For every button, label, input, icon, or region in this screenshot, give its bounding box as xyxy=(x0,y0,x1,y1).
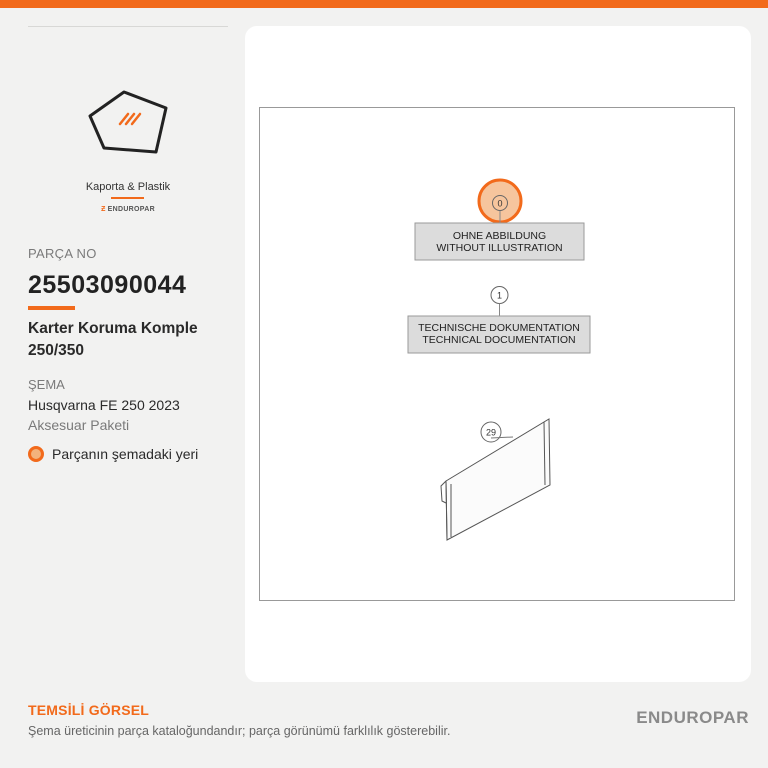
callout-line-1-b: TECHNICAL DOCUMENTATION xyxy=(422,334,576,346)
brand-mini-logo xyxy=(28,206,228,213)
callout-line-0-b: WITHOUT ILLUSTRATION xyxy=(436,242,563,254)
callout-line-0-a: OHNE ABBILDUNG xyxy=(452,230,547,242)
legend-label: Parçanın şemadaki yeri xyxy=(52,446,199,462)
callout-line-1-a: TECHNISCHE DOKUMENTATION xyxy=(418,322,580,334)
part-name: Karter Koruma Komple 250/350 xyxy=(28,320,198,359)
callout-number-0: 0 xyxy=(497,198,503,209)
schema-model: Husqvarna FE 250 2023 xyxy=(28,397,180,413)
part-number-underline xyxy=(28,306,75,310)
footer-brand-logo: ENDUROPAR xyxy=(636,708,749,727)
callout-number-1: 1 xyxy=(496,290,503,301)
category-underline xyxy=(111,197,144,199)
part-number: 25503090044 xyxy=(28,271,187,299)
callout-number-29: 29 xyxy=(485,427,497,438)
brand-mini-text: ENDUROPAR xyxy=(107,206,155,213)
brand-z-icon: Ƶ xyxy=(101,206,106,213)
footer-note: Şema üreticinin parça kataloğundandır; parça görünümü farklılık gösterebilir. xyxy=(28,724,451,738)
parts-diagram xyxy=(259,107,735,601)
diagram-panel xyxy=(245,26,751,682)
category-logo-block xyxy=(28,78,228,228)
body-panel-icon xyxy=(86,88,170,160)
category-label: Kaporta & Plastik xyxy=(85,181,171,193)
diagram-canvas xyxy=(260,108,736,602)
footer-title: TEMSİLİ GÖRSEL xyxy=(28,702,150,718)
location-legend xyxy=(28,445,198,463)
sidebar-divider xyxy=(28,26,228,27)
part-no-label: PARÇA NO xyxy=(28,246,97,261)
schema-label: ŞEMA xyxy=(28,377,65,392)
schema-package: Aksesuar Paketi xyxy=(28,417,130,433)
location-marker-icon xyxy=(28,446,44,462)
part-info-sidebar xyxy=(0,8,240,688)
accent-top-bar xyxy=(0,0,768,8)
